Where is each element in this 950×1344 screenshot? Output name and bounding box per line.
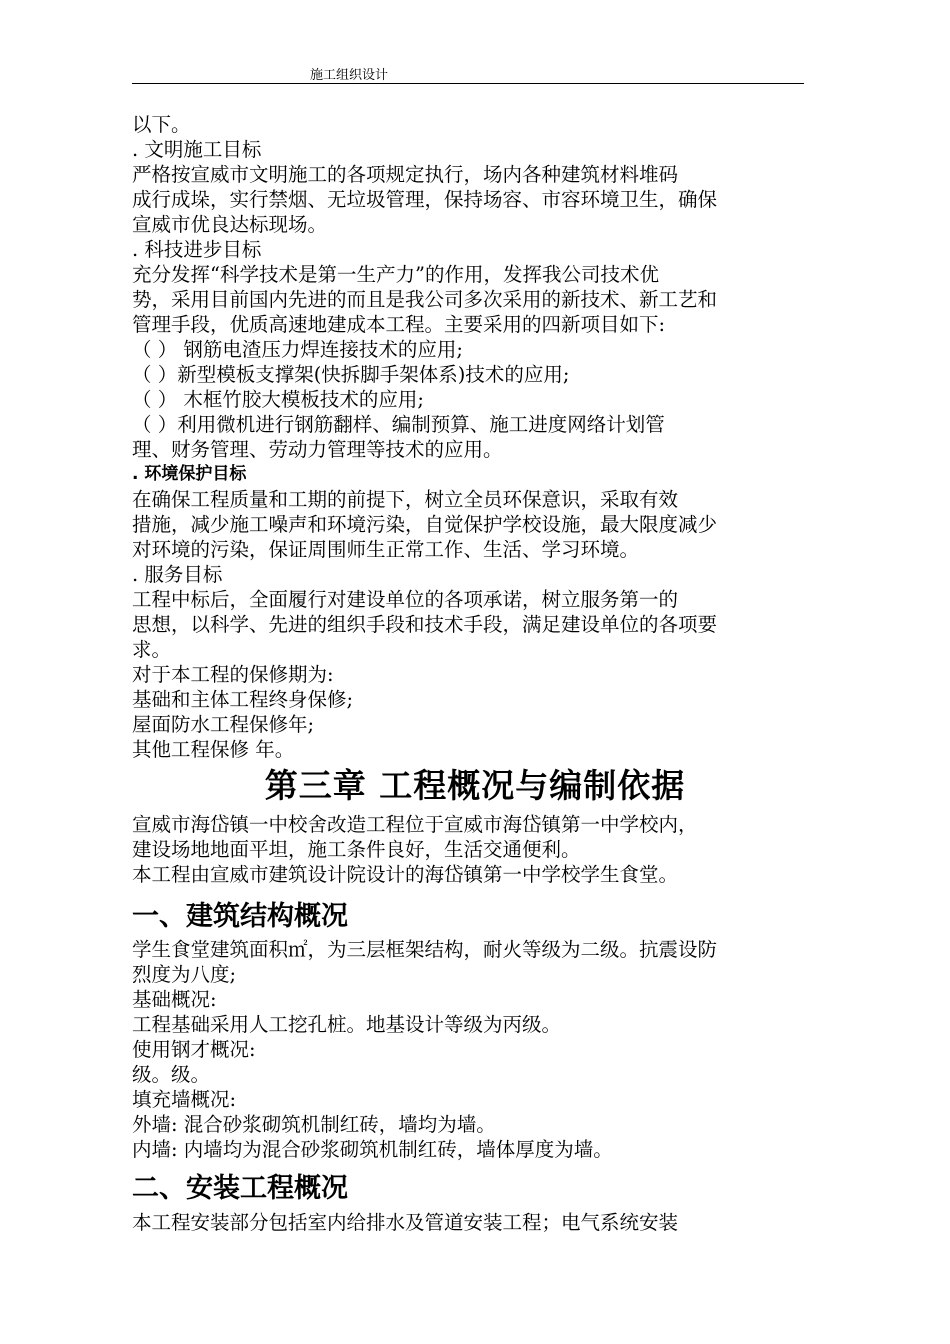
- text-line: 使用钢才概况:: [132, 1038, 256, 1061]
- text-line: 级。级。: [132, 1063, 211, 1086]
- text-line: . 服务目标: [132, 563, 223, 586]
- section-title: 一、建筑结构概况: [132, 901, 348, 932]
- text-line: 充分发挥“科学技术是第一生产力”的作用，发挥我公司技术优: [132, 263, 659, 286]
- text-line: . 文明施工目标: [132, 138, 262, 161]
- list-item: （ ）利用微机进行钢筋翻样、编制预算、施工进度网络计划管: [132, 413, 665, 436]
- text-line: 基础和主体工程终身保修;: [132, 688, 354, 711]
- subheading: . 环境保护目标: [132, 464, 247, 484]
- list-item: （ ）新型模板支撑架(快拆脚手架体系)技术的应用;: [132, 363, 570, 386]
- text-line: 成行成垛，实行禁烟、无垃圾管理，保持场容、市容环境卫生，确保: [132, 188, 718, 211]
- text-line: 外墙: 混合砂浆砌筑机制红砖，墙均为墙。: [132, 1113, 496, 1136]
- text-line: . 科技进步目标: [132, 238, 262, 261]
- section-title: 二、安装工程概况: [132, 1173, 348, 1204]
- text-line: 求。: [132, 638, 172, 661]
- text-line: 管理手段，优质高速地建成本工程。主要采用的四新项目如下:: [132, 313, 666, 336]
- text-line: 基础概况:: [132, 988, 217, 1011]
- text-line: 对环境的污染，保证周围师生正常工作、生活、学习环境。: [132, 538, 640, 561]
- text-line: 填充墙概况:: [132, 1088, 237, 1111]
- text-line: 学生食堂建筑面积㎡，为三层框架结构，耐火等级为二级。抗震设防: [132, 938, 718, 961]
- page-header-title: 施工组织设计: [310, 68, 389, 83]
- text-line: 理、财务管理、劳动力管理等技术的应用。: [132, 438, 503, 461]
- text-line: 势，采用目前国内先进的而且是我公司多次采用的新技术、新工艺和: [132, 288, 718, 311]
- text-line: 以下。: [132, 113, 191, 136]
- list-item: （ ） 钢筋电渣压力焊连接技术的应用;: [132, 338, 463, 361]
- text-line: 对于本工程的保修期为:: [132, 663, 334, 686]
- text-line: 严格按宣威市文明施工的各项规定执行，场内各种建筑材料堆码: [132, 163, 679, 186]
- list-item: （ ） 木框竹胶大模板技术的应用;: [132, 388, 424, 411]
- text-line: 屋面防水工程保修年;: [132, 713, 315, 736]
- text-line: 本工程由宣威市建筑设计院设计的海岱镇第一中学校学生食堂。: [132, 863, 679, 886]
- header-rule: [132, 83, 804, 84]
- text-line: 措施，减少施工噪声和环境污染，自觉保护学校设施，最大限度减少: [132, 513, 718, 536]
- text-line: 宣威市海岱镇一中校舍改造工程位于宣威市海岱镇第一中学校内，: [132, 813, 698, 836]
- text-line: 其他工程保修 年。: [132, 738, 295, 761]
- text-line: 建设场地地面平坦，施工条件良好，生活交通便利。: [132, 838, 581, 861]
- text-line: 思想，以科学、先进的组织手段和技术手段，满足建设单位的各项要: [132, 613, 718, 636]
- text-line: 本工程安装部分包括室内给排水及管道安装工程；电气系统安装: [132, 1211, 679, 1234]
- text-line: 宣威市优良达标现场。: [132, 213, 328, 236]
- text-line: 烈度为八度;: [132, 963, 237, 986]
- text-line: 内墙: 内墙均为混合砂浆砌筑机制红砖，墙体厚度为墙。: [132, 1138, 613, 1161]
- text-line: 工程基础采用人工挖孔桩。地基设计等级为丙级。: [132, 1013, 562, 1036]
- text-line: 工程中标后，全面履行对建设单位的各项承诺，树立服务第一的: [132, 588, 679, 611]
- text-line: 在确保工程质量和工期的前提下，树立全员环保意识，采取有效: [132, 488, 679, 511]
- chapter-title: 第三章 工程概况与编制依据: [264, 766, 686, 805]
